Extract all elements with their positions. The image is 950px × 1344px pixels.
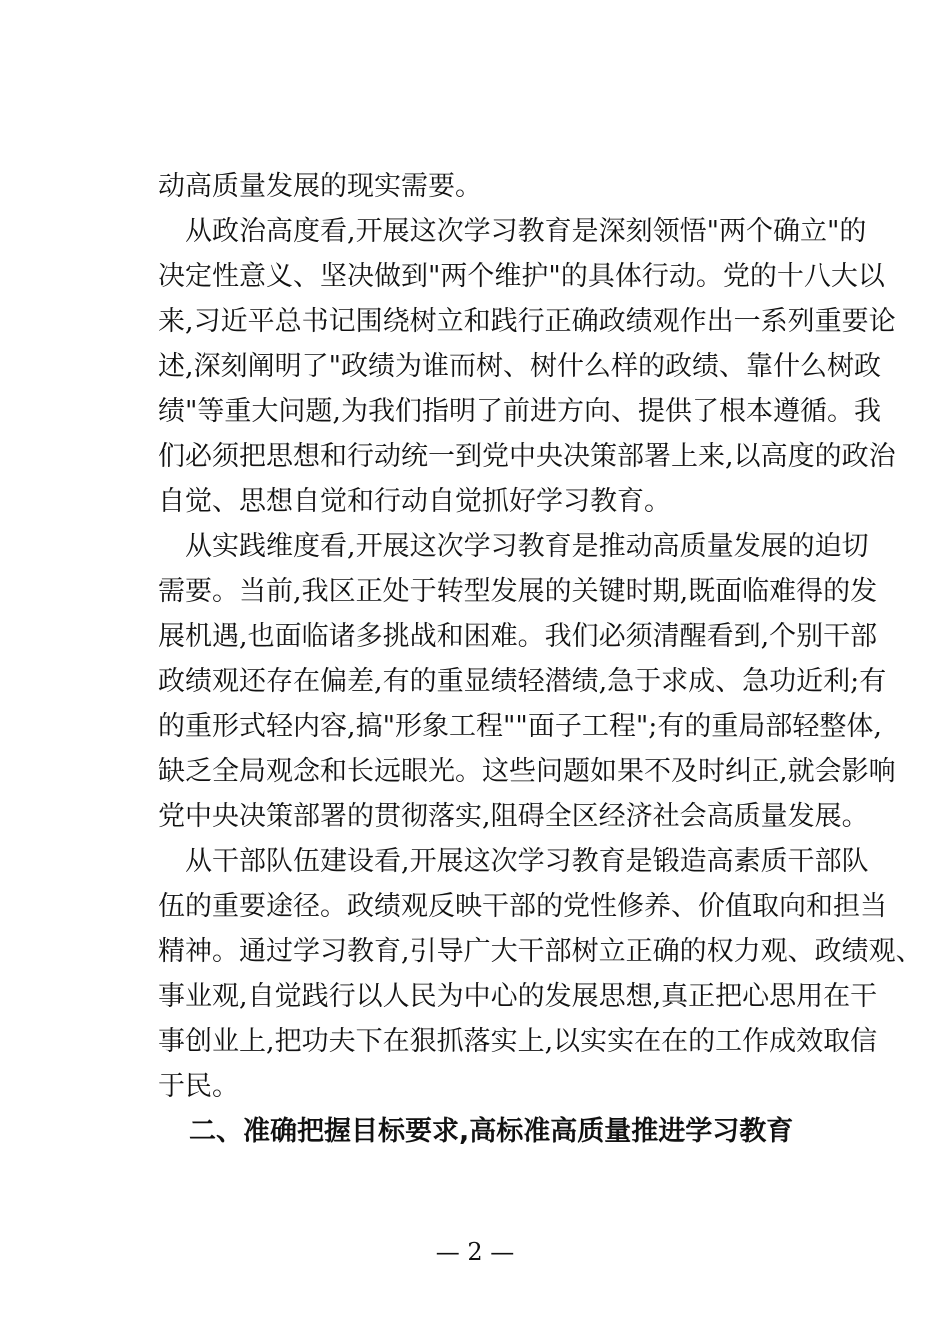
text-line: 展机遇,也面临诸多挑战和困难。我们必须清醒看到,个别干部	[158, 621, 878, 652]
text-line: 党中央决策部署的贯彻落实,阻碍全区经济社会高质量发展。	[158, 801, 869, 832]
text-line: 绩"等重大问题,为我们指明了前进方向、提供了根本遵循。我	[158, 396, 882, 427]
text-line: 们必须把思想和行动统一到党中央决策部署上来,以高度的政治	[158, 441, 896, 472]
text-line: 从政治高度看,开展这次学习教育是深刻领悟"两个确立"的	[158, 216, 867, 247]
text-line: 决定性意义、坚决做到"两个维护"的具体行动。党的十八大以	[158, 261, 885, 292]
paragraph	[158, 209, 896, 524]
text-line: 动高质量发展的现实需要。	[158, 171, 482, 202]
text-line: 事业观,自觉践行以人民为中心的发展思想,真正把心思用在干	[158, 981, 878, 1012]
paragraph	[158, 524, 896, 839]
text-line: 缺乏全局观念和长远眼光。这些问题如果不及时纠正,就会影响	[158, 756, 896, 787]
text-line: 政绩观还存在偏差,有的重显绩轻潜绩,急于求成、急功近利;有	[158, 666, 887, 697]
paragraph	[158, 839, 923, 1109]
document-body	[158, 164, 923, 1154]
page-number: — 2 —	[435, 1238, 515, 1266]
text-line: 于民。	[158, 1071, 239, 1102]
text-line: 自觉、思想自觉和行动自觉抓好学习教育。	[158, 486, 671, 517]
text-line: 需要。当前,我区正处于转型发展的关键时期,既面临难得的发	[158, 576, 878, 607]
text-line: 的重形式轻内容,搞"形象工程""面子工程";有的重局部轻整体,	[158, 711, 882, 742]
text-line: 事创业上,把功夫下在狠抓落实上,以实实在在的工作成效取信	[158, 1026, 878, 1057]
text-line: 伍的重要途径。政绩观反映干部的党性修养、价值取向和担当	[158, 891, 887, 922]
text-line: 从干部队伍建设看,开展这次学习教育是锻造高素质干部队	[158, 846, 869, 877]
text-line: 来,习近平总书记围绕树立和践行正确政绩观作出一系列重要论	[158, 306, 896, 337]
text-line: 从实践维度看,开展这次学习教育是推动高质量发展的迫切	[158, 531, 869, 562]
text-line: 述,深刻阐明了"政绩为谁而树、树什么样的政绩、靠什么树政	[158, 351, 882, 382]
section-heading: 二、准确把握目标要求,高标准高质量推进学习教育	[162, 1116, 794, 1147]
paragraph	[158, 164, 826, 209]
text-line: 精神。通过学习教育,引导广大干部树立正确的权力观、政绩观、	[158, 936, 923, 967]
